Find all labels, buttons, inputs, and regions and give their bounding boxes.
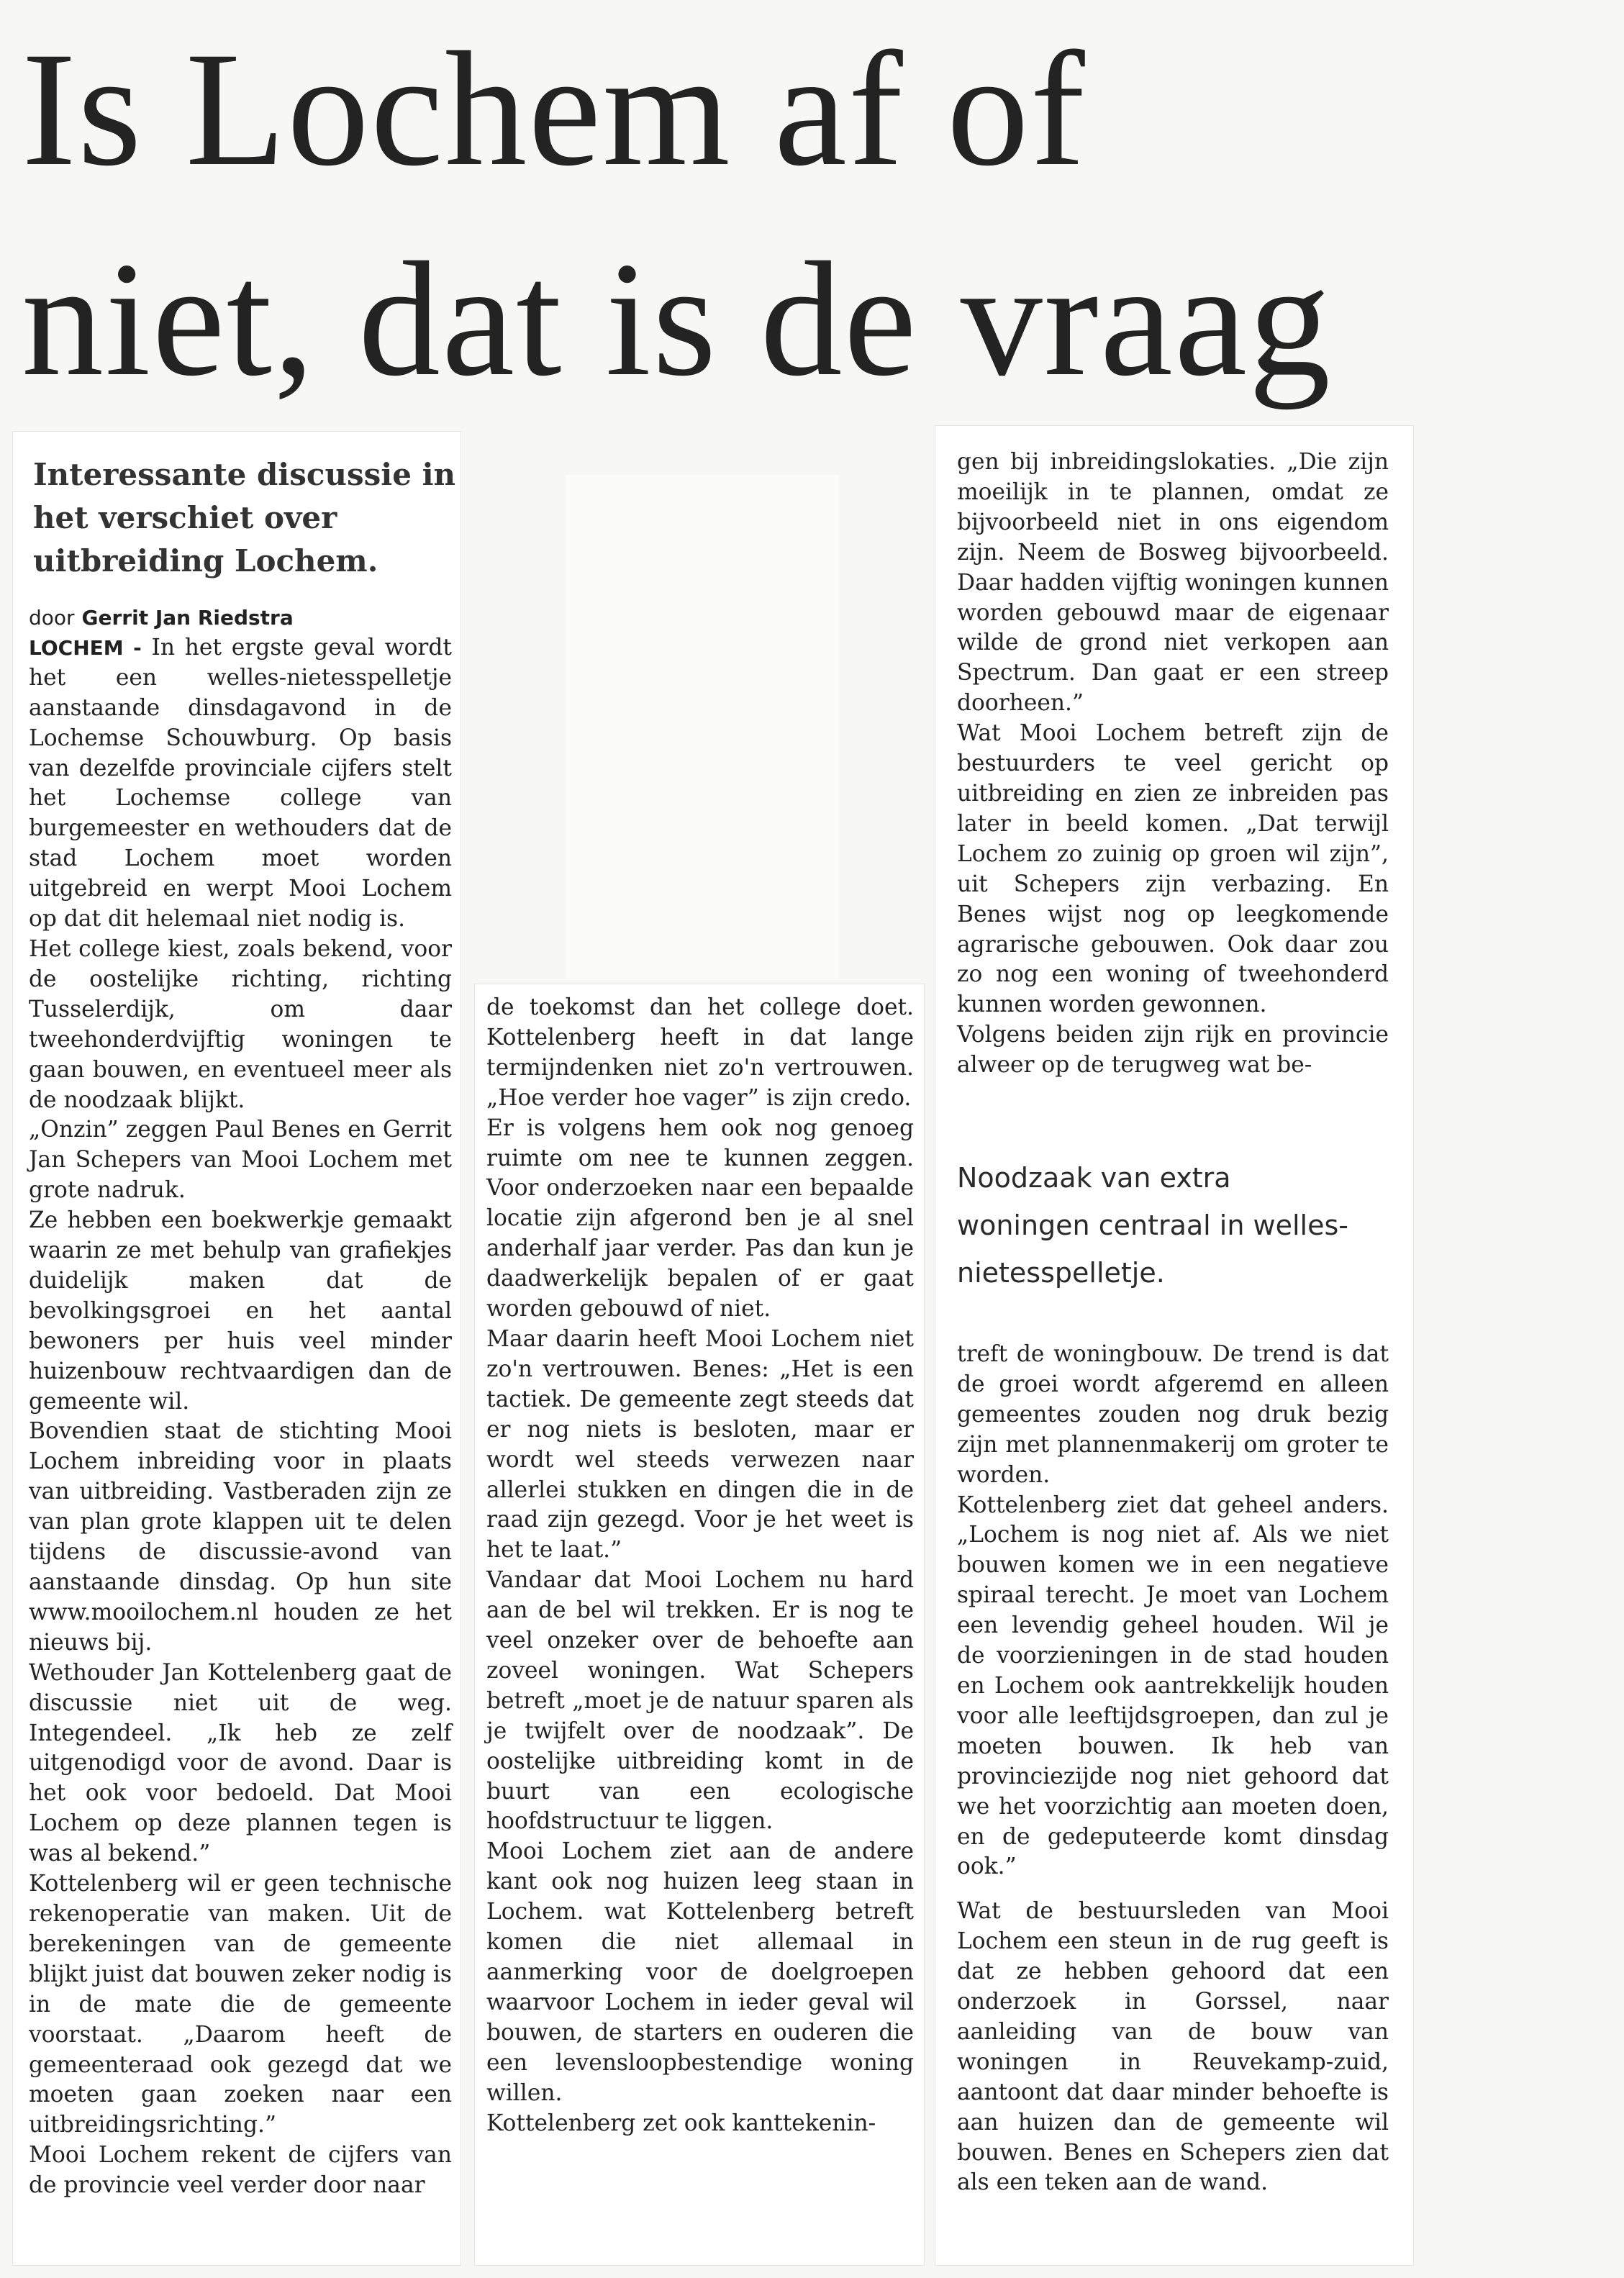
byline bbox=[29, 603, 452, 633]
headline-line-1: Is Lochem af of bbox=[22, 19, 1087, 200]
article-column-3 bbox=[935, 426, 1413, 2265]
paragraph: Het college kiest, zoals bekend, voor de oostelijke richting, richting Tusselerdijk, om daar tweehonderdvijftig woningen te gaan bouwen, en eventueel meer als de noodzaak blijkt. bbox=[29, 935, 452, 1113]
paragraph: Kottelenberg wil er geen technische rekenoperatie van maken. Uit de berekeningen van de gemeente blijkt juist dat bouwen zeker nodig is in de mate die de gemeente voorstaat. „Daarom heeft de gemeenteraad ook gezegd dat we moeten gaan zoeken naar een uitbreidingsrichting.” bbox=[29, 1871, 452, 2138]
paragraph-gap bbox=[957, 1882, 1389, 1897]
paragraph: Vandaar dat Mooi Lochem nu hard aan de bel wil trekken. Er is nog te veel onzeker over de behoefte aan zoveel woningen. Wat Schepers betreft „moet je de natuur sparen als je twijfelt over de noodzaak”. De oostelijke uitbreiding komt in de buurt van een ecologische hoofdstructuur te liggen. bbox=[486, 1567, 914, 1835]
subheading: Noodzaak van extra woningen centraal in welles-nietesspelletje. bbox=[957, 1162, 1348, 1289]
paragraph: „Onzin” zeggen Paul Benes en Gerrit Jan Schepers van Mooi Lochem met grote nadruk. bbox=[29, 1117, 452, 1204]
paragraph: gen bij inbreidingslokaties. „Die zijn moeilijk in te plannen, omdat ze bijvoorbeeld niet in ons eigendom zijn. Neem de Bosweg bijvoorbeeld. Daar hadden vijftig woningen kunnen worden gebouwd maar de eigenaar wilde de grond niet verkopen aan Spectrum. Dan gaat er een streep doorheen.” bbox=[957, 449, 1389, 717]
paragraph-text: In het ergste geval wordt het een welles-nietesspelletje aanstaande dinsdagavond in de Lochemse Schouwburg. Op basis van dezelfde provinciale cijfers stelt het Lochemse college van burgemeester en wethouders dat de stad Lochem moet worden uitgebreid en werpt Mooi Lochem op dat dit helemaal niet nodig is. bbox=[29, 634, 452, 932]
article-column-1 bbox=[13, 432, 461, 2265]
paragraph: Wat de bestuursleden van Mooi Lochem een steun in de rug geeft is dat ze hebben gehoord dat een onderzoek in Gorssel, naar aanleiding van de bouw van woningen in Reuvekamp-zuid, aantoont dat daar minder behoefte is aan huizen dan de gemeente wil bouwen. Benes en Schepers zien dat als een teken aan de wand. bbox=[957, 1898, 1389, 2196]
paragraph: de toekomst dan het college doet. Kottelenberg heeft in dat lange termijndenken niet zo'n vertrouwen. „Hoe verder hoe vager” is zijn credo. bbox=[486, 994, 914, 1111]
dateline: LOCHEM - bbox=[29, 635, 142, 660]
byline-author: Gerrit Jan Riedstra bbox=[81, 606, 294, 630]
paragraph: treft de woningbouw. De trend is dat de groei wordt afgeremd en alleen gemeentes zouden nog druk bezig zijn met plannenmakerij om groter te worden. bbox=[957, 1341, 1389, 1488]
paragraph: Kottelenberg zet ook kanttekenin- bbox=[486, 2110, 876, 2136]
paragraph: Bovendien staat de stichting Mooi Lochem inbreiding voor in plaats van uitbreiding. Vastberaden zijn ze van plan grote klappen uit te delen tijdens de discussie-avond van aanstaande dinsdag. Op hun site www.mooilochem.nl houden ze het nieuws bij. bbox=[29, 1418, 452, 1656]
paragraph: Maar daarin heeft Mooi Lochem niet zo'n vertrouwen. Benes: „Het is een tactiek. De gemeente zegt steeds dat er nog niets is besloten, maar er wordt wel steeds verwezen naar allerlei stukken en dingen die in de raad zijn gezegd. Voor je het weet is het te laat.” bbox=[486, 1325, 914, 1564]
article-column-2 bbox=[475, 984, 924, 2265]
paragraph: Kottelenberg ziet dat geheel anders. „Lochem is nog niet af. Als we niet bouwen komen we in een negatieve spiraal terecht. Je moet van Lochem een levendig geheel houden. Wil je de voorzieningen in de stad houden en Lochem ook aantrekkelijk houden voor alle leeftijdsgroepen, dan zul je moeten bouwen. Ik heb van provinciezijde nog niet gehoord dat we het voorzichtig aan moeten doen, en de gedeputeerde komt dinsdag ook.” bbox=[957, 1492, 1389, 1880]
column-3-body-bottom bbox=[957, 1340, 1389, 2198]
byline-prefix: door bbox=[29, 606, 75, 630]
paragraph: Wethouder Jan Kottelenberg gaat de discussie niet uit de weg. Integendeel. „Ik heb ze zelf uitgenodigd voor de avond. Daar is het ook voor bedoeld. Dat Mooi Lochem op deze plannen tegen is was al bekend.” bbox=[29, 1659, 452, 1867]
paragraph bbox=[29, 633, 452, 935]
paragraph: Volgens beiden zijn rijk en provincie alweer op de terugweg wat be- bbox=[957, 1022, 1389, 1079]
column-2-body bbox=[486, 993, 914, 2138]
paragraph: Er is volgens hem ook nog genoeg ruimte om nee te kunnen zeggen. Voor onderzoeken naar een bepaalde locatie zijn afgerond ben je al snel anderhalf jaar verder. Pas dan kun je daadwerkelijk bepalen of er gaat worden gebouwd of niet. bbox=[486, 1115, 914, 1322]
paragraph: Ze hebben een boekwerkje gemaakt waarin ze met behulp van grafiekjes duidelijk maken dat de bevolkingsgroei en het aantal bewoners per huis veel minder huizenbouw rechtvaardigen dan de gemeente wil. bbox=[29, 1207, 452, 1415]
column-3-body-top bbox=[957, 448, 1389, 1081]
column-1-body bbox=[29, 603, 452, 2201]
intro-heading: Interessante discussie in het verschiet over uitbreiding Lochem. bbox=[33, 457, 456, 578]
blank-area bbox=[566, 475, 839, 979]
paragraph: Mooi Lochem rekent de cijfers van de provincie veel verder door naar bbox=[29, 2142, 452, 2199]
paragraph: Mooi Lochem ziet aan de andere kant ook nog huizen leeg staan in Lochem. wat Kottelenberg betreft komen die niet allemaal in aanmerking voor de doelgroepen waarvoor Lochem in ieder geval wil bouwen, de starters en ouderen die een levensloopbestendige woning willen. bbox=[486, 1838, 914, 2106]
headline-line-2: niet, dat is de vraag bbox=[22, 229, 1333, 410]
paragraph: Wat Mooi Lochem betreft zijn de bestuurders te veel gericht op uitbreiding en zien ze inbreiden pas later in beeld komen. „Dat terwijl Lochem zo zuinig op groen wil zijn”, uit Schepers zijn verbazing. En Benes wijst nog op leegkomende agrarische gebouwen. Ook daar zou zo nog een woning of tweehonderd kunnen worden gewonnen. bbox=[957, 720, 1389, 1018]
